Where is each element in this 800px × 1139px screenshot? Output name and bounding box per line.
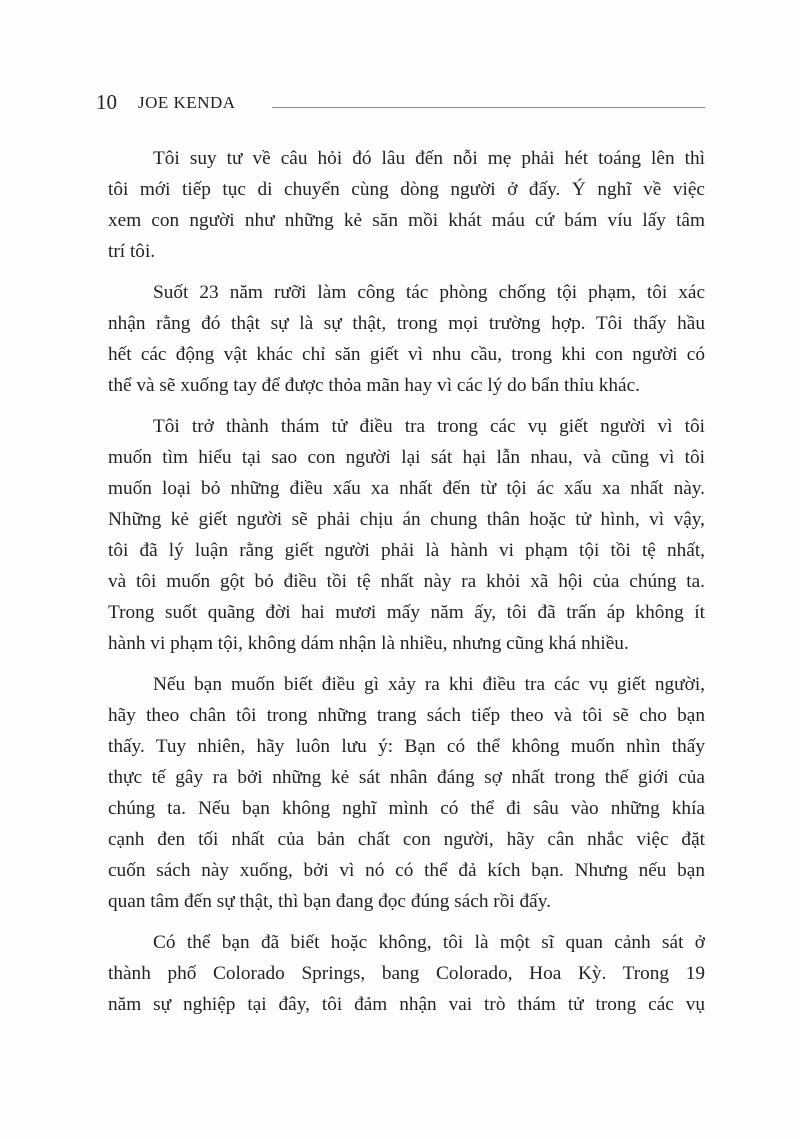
- text-line: cuốn sách này xuống, bởi vì nó có thể đả kích bạn. Nhưng nếu bạn: [108, 860, 705, 881]
- paragraph: [108, 277, 705, 401]
- text-line: tôi đã lý luận rằng giết người phải là hành vi phạm tội tồi tệ nhất,: [108, 540, 705, 561]
- text-line: Những kẻ giết người sẽ phải chịu án chung thân hoặc tử hình, vì vậy,: [108, 509, 705, 530]
- paragraph: [108, 143, 705, 267]
- page-body: [108, 143, 705, 1030]
- page-number: 10: [96, 90, 117, 114]
- text-line: muốn loại bỏ những điều xấu xa nhất đến từ tội ác xấu xa nhất này.: [108, 478, 705, 499]
- text-line: Suốt 23 năm rưỡi làm công tác phòng chống tội phạm, tôi xác: [153, 282, 705, 303]
- text-line: tôi mới tiếp tục di chuyển cùng dòng người ở đấy. Ý nghĩ về việc: [108, 179, 705, 200]
- paragraph: [108, 411, 705, 659]
- text-line: hãy theo chân tôi trong những trang sách tiếp theo và tôi sẽ cho bạn: [108, 705, 705, 726]
- text-line: chúng ta. Nếu bạn không nghĩ mình có thể đi sâu vào những khía: [108, 798, 705, 819]
- text-line: thành phố Colorado Springs, bang Colorado, Hoa Kỳ. Trong 19: [108, 963, 705, 984]
- paragraph: [108, 927, 705, 1020]
- header-rule: [272, 107, 705, 108]
- text-line: Trong suốt quãng đời hai mươi mấy năm ấy, tôi đã trấn áp không ít: [108, 602, 705, 623]
- text-line: cạnh đen tối nhất của bản chất con người, hãy cân nhắc việc đặt: [108, 829, 705, 850]
- text-line: Có thể bạn đã biết hoặc không, tôi là một sĩ quan cảnh sát ở: [153, 932, 705, 953]
- text-line: hành vi phạm tội, không dám nhận là nhiều, nhưng cũng khá nhiều.: [108, 633, 629, 654]
- text-line: Tôi suy tư về câu hỏi đó lâu đến nỗi mẹ phải hét toáng lên thì: [153, 148, 705, 169]
- text-line: nhận rằng đó thật sự là sự thật, trong mọi trường hợp. Tôi thấy hầu: [108, 313, 705, 334]
- text-line: thực tế gây ra bởi những kẻ sát nhân đáng sợ nhất trong thế giới của: [108, 767, 705, 788]
- text-line: Nếu bạn muốn biết điều gì xảy ra khi điều tra các vụ giết người,: [153, 674, 705, 695]
- text-line: trí tôi.: [108, 241, 156, 262]
- text-line: và tôi muốn gột bỏ điều tồi tệ nhất này ra khỏi xã hội của chúng ta.: [108, 571, 705, 592]
- text-line: quan tâm đến sự thật, thì bạn đang đọc đúng sách rồi đấy.: [108, 891, 551, 912]
- text-line: hết các động vật khác chỉ săn giết vì nhu cầu, trong khi con người có: [108, 344, 705, 365]
- text-line: xem con người như những kẻ săn mồi khát máu cứ bám víu lấy tâm: [108, 210, 705, 231]
- text-line: muốn tìm hiểu tại sao con người lại sát hại lẫn nhau, và cũng vì tôi: [108, 447, 705, 468]
- running-header-author: JOE KENDA: [138, 93, 236, 112]
- text-line: năm sự nghiệp tại đây, tôi đảm nhận vai trò thám tử trong các vụ: [108, 994, 705, 1015]
- paragraph: [108, 669, 705, 917]
- text-line: thể và sẽ xuống tay để được thỏa mãn hay vì các lý do bẩn thỉu khác.: [108, 375, 640, 396]
- running-header: [96, 90, 705, 120]
- text-line: Tôi trở thành thám tử điều tra trong các vụ giết người vì tôi: [153, 416, 705, 437]
- text-line: thấy. Tuy nhiên, hãy luôn lưu ý: Bạn có thể không muốn nhìn thấy: [108, 736, 705, 757]
